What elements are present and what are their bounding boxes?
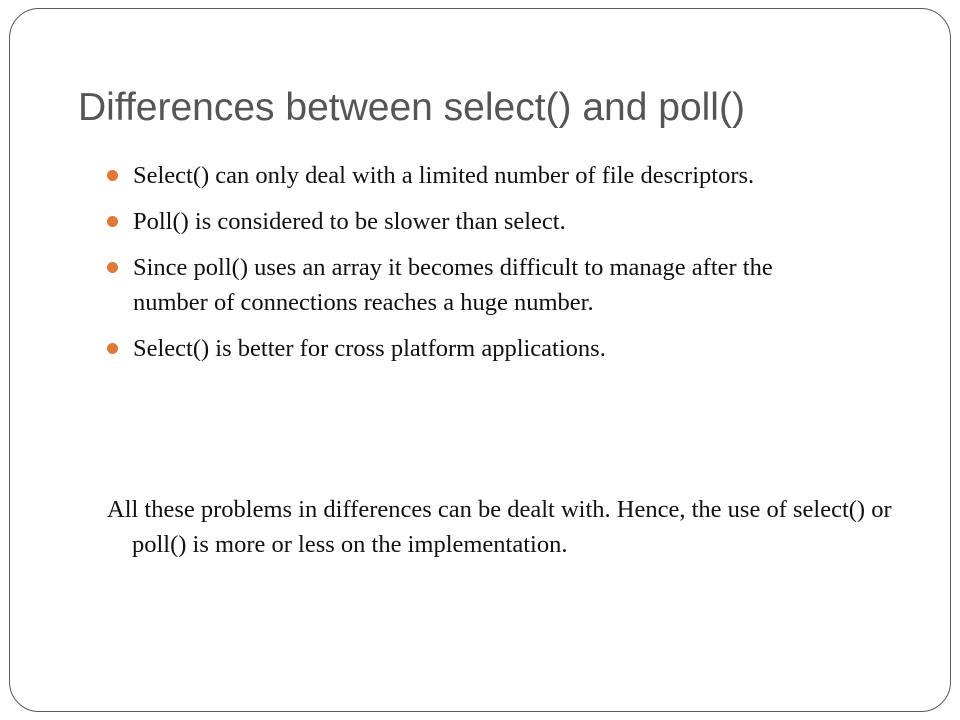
- bullet-text: Select() is better for cross platform applications.: [133, 335, 606, 362]
- bullet-dot-icon: [107, 170, 118, 181]
- closing-paragraph: All these problems in differences can be dealt with. Hence, the use of select() or poll() is more or less on the implementation.: [107, 496, 892, 558]
- bullet-dot-icon: [107, 343, 118, 354]
- bullet-text: Poll() is considered to be slower than select.: [133, 208, 566, 235]
- bullet-dot-icon: [107, 262, 118, 273]
- bullet-item: [107, 250, 847, 320]
- bullet-item: [107, 158, 847, 193]
- bullet-text: Since poll() uses an array it becomes difficult to manage after the number of connections reaches a huge number.: [133, 254, 773, 316]
- bullet-text: Select() can only deal with a limited number of file descriptors.: [133, 162, 755, 189]
- bullet-dot-icon: [107, 216, 118, 227]
- bullet-item: [107, 331, 847, 366]
- bullet-list: [107, 158, 847, 377]
- bullet-item: [107, 204, 847, 239]
- slide-title: Differences between select() and poll(): [78, 86, 745, 129]
